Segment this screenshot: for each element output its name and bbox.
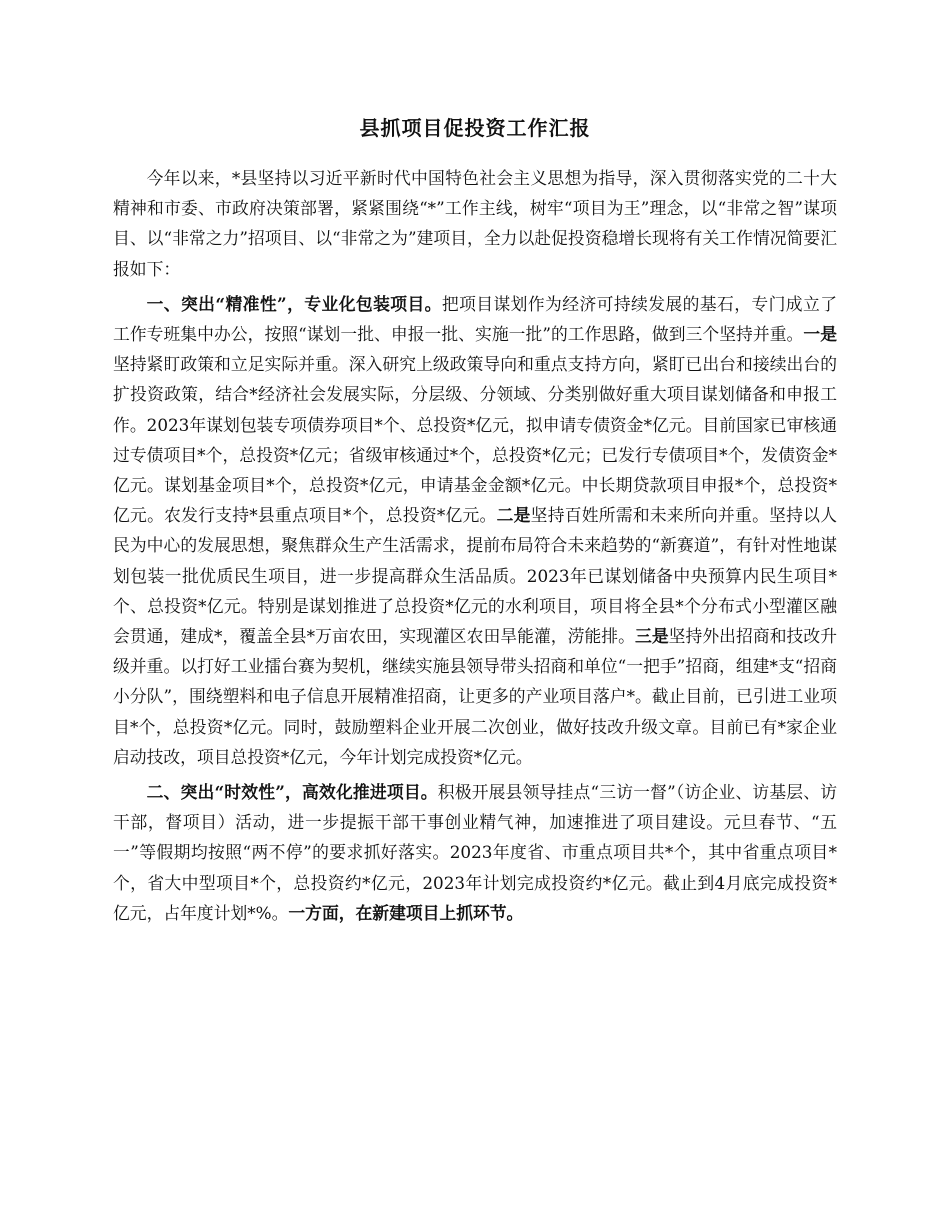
section-2-paragraph (113, 777, 837, 928)
intro-paragraph: 今年以来，*县坚持以习近平新时代中国特色社会主义思想为指导，深入贯彻落实党的二十大精神和市委、市政府决策部署，紧紧围绕“*”工作主线，树牢“项目为王”理念，以“非常之智”谋项目、以“非常之力”招项目、以“非常之为”建项目，全力以赴促投资稳增长现将有关工作情况简要汇报如下： (113, 168, 837, 279)
point-1-marker: 一是 (803, 324, 837, 345)
document-body (113, 163, 837, 928)
point-3-marker: 三是 (634, 626, 669, 647)
section-2-tail-heading: 一方面，在新建项目上抓环节。 (288, 902, 524, 923)
page-title: 县抓项目促投资工作汇报 (359, 116, 591, 140)
section-1-lead: 把项目谋划作为经济可持续发展的基石，专门成立了工作专班集中办公，按照“谋划一批、申报一批、实施一批”的工作思路，做到三个坚持并重。 (113, 293, 837, 345)
point-1-text: 坚持紧盯政策和立足实际并重。深入研究上级政策导向和重点支持方向，紧盯已出台和接续出台的扩投资政策，结合*经济社会发展实际，分层级、分领域、分类别做好重大项目谋划储备和申报工作。2023年谋划包装专项债券项目*个、总投资*亿元，拟申请专债资金*亿元。目前国家已审核通过专债项目*个，总投资*亿元；省级审核通过*个，总投资*亿元；已发行专债项目*个，发债资金*亿元。谋划基金项目*个，总投资*亿元，申请基金金额*亿元。中长期贷款项目申报*个，总投资*亿元。农发行支持*县重点项目*个，总投资*亿元。 (113, 354, 837, 526)
point-2-text: 坚持百姓所需和未来所向并重。坚持以人民为中心的发展思想，聚焦群众生产生活需求，提前布局符合未来趋势的“新赛道”，有针对性地谋划包装一批优质民生项目，进一步提高群众生活品质。2023年已谋划储备中央预算内民生项目*个、总投资*亿元。特别是谋划推进了总投资*亿元的水利项目，项目将全县*个分布式小型灌区融会贯通，建成*，覆盖全县*万亩农田，实现灌区农田旱能灌，涝能排。 (113, 505, 837, 647)
section-2-text: 积极开展县领导挂点“三访一督”（访企业、访基层、访干部，督项目）活动，进一步提振干部干事创业精气神，加速推进了项目建设。元旦春节、“五一”等假期均按照“两不停”的要求抓好落实。2023年度省、市重点项目共*个，其中省重点项目*个，省大中型项目*个，总投资约*亿元，2023年计划完成投资约*亿元。截止到4月底完成投资*亿元，占年度计划*%。 (113, 782, 838, 923)
point-2-marker: 二是 (496, 505, 531, 526)
point-3-text: 坚持外出招商和技改升级并重。以打好工业擂台赛为契机，继续实施县领导带头招商和单位“一把手”招商，组建*支“招商小分队”，围绕塑料和电子信息开展精准招商，让更多的产业项目落户*。截止目前，已引进工业项目*个，总投资*亿元。同时，鼓励塑料企业开展二次创业，做好技改升级文章。目前已有*家企业启动技改，项目总投资*亿元，今年计划完成投资*亿元。 (113, 626, 837, 767)
section-1-heading: 一、突出“精准性”，专业化包装项目。 (146, 293, 442, 314)
section-2-heading: 二、突出“时效性”，高效化推进项目。 (146, 782, 438, 803)
section-1-paragraph (113, 289, 837, 772)
